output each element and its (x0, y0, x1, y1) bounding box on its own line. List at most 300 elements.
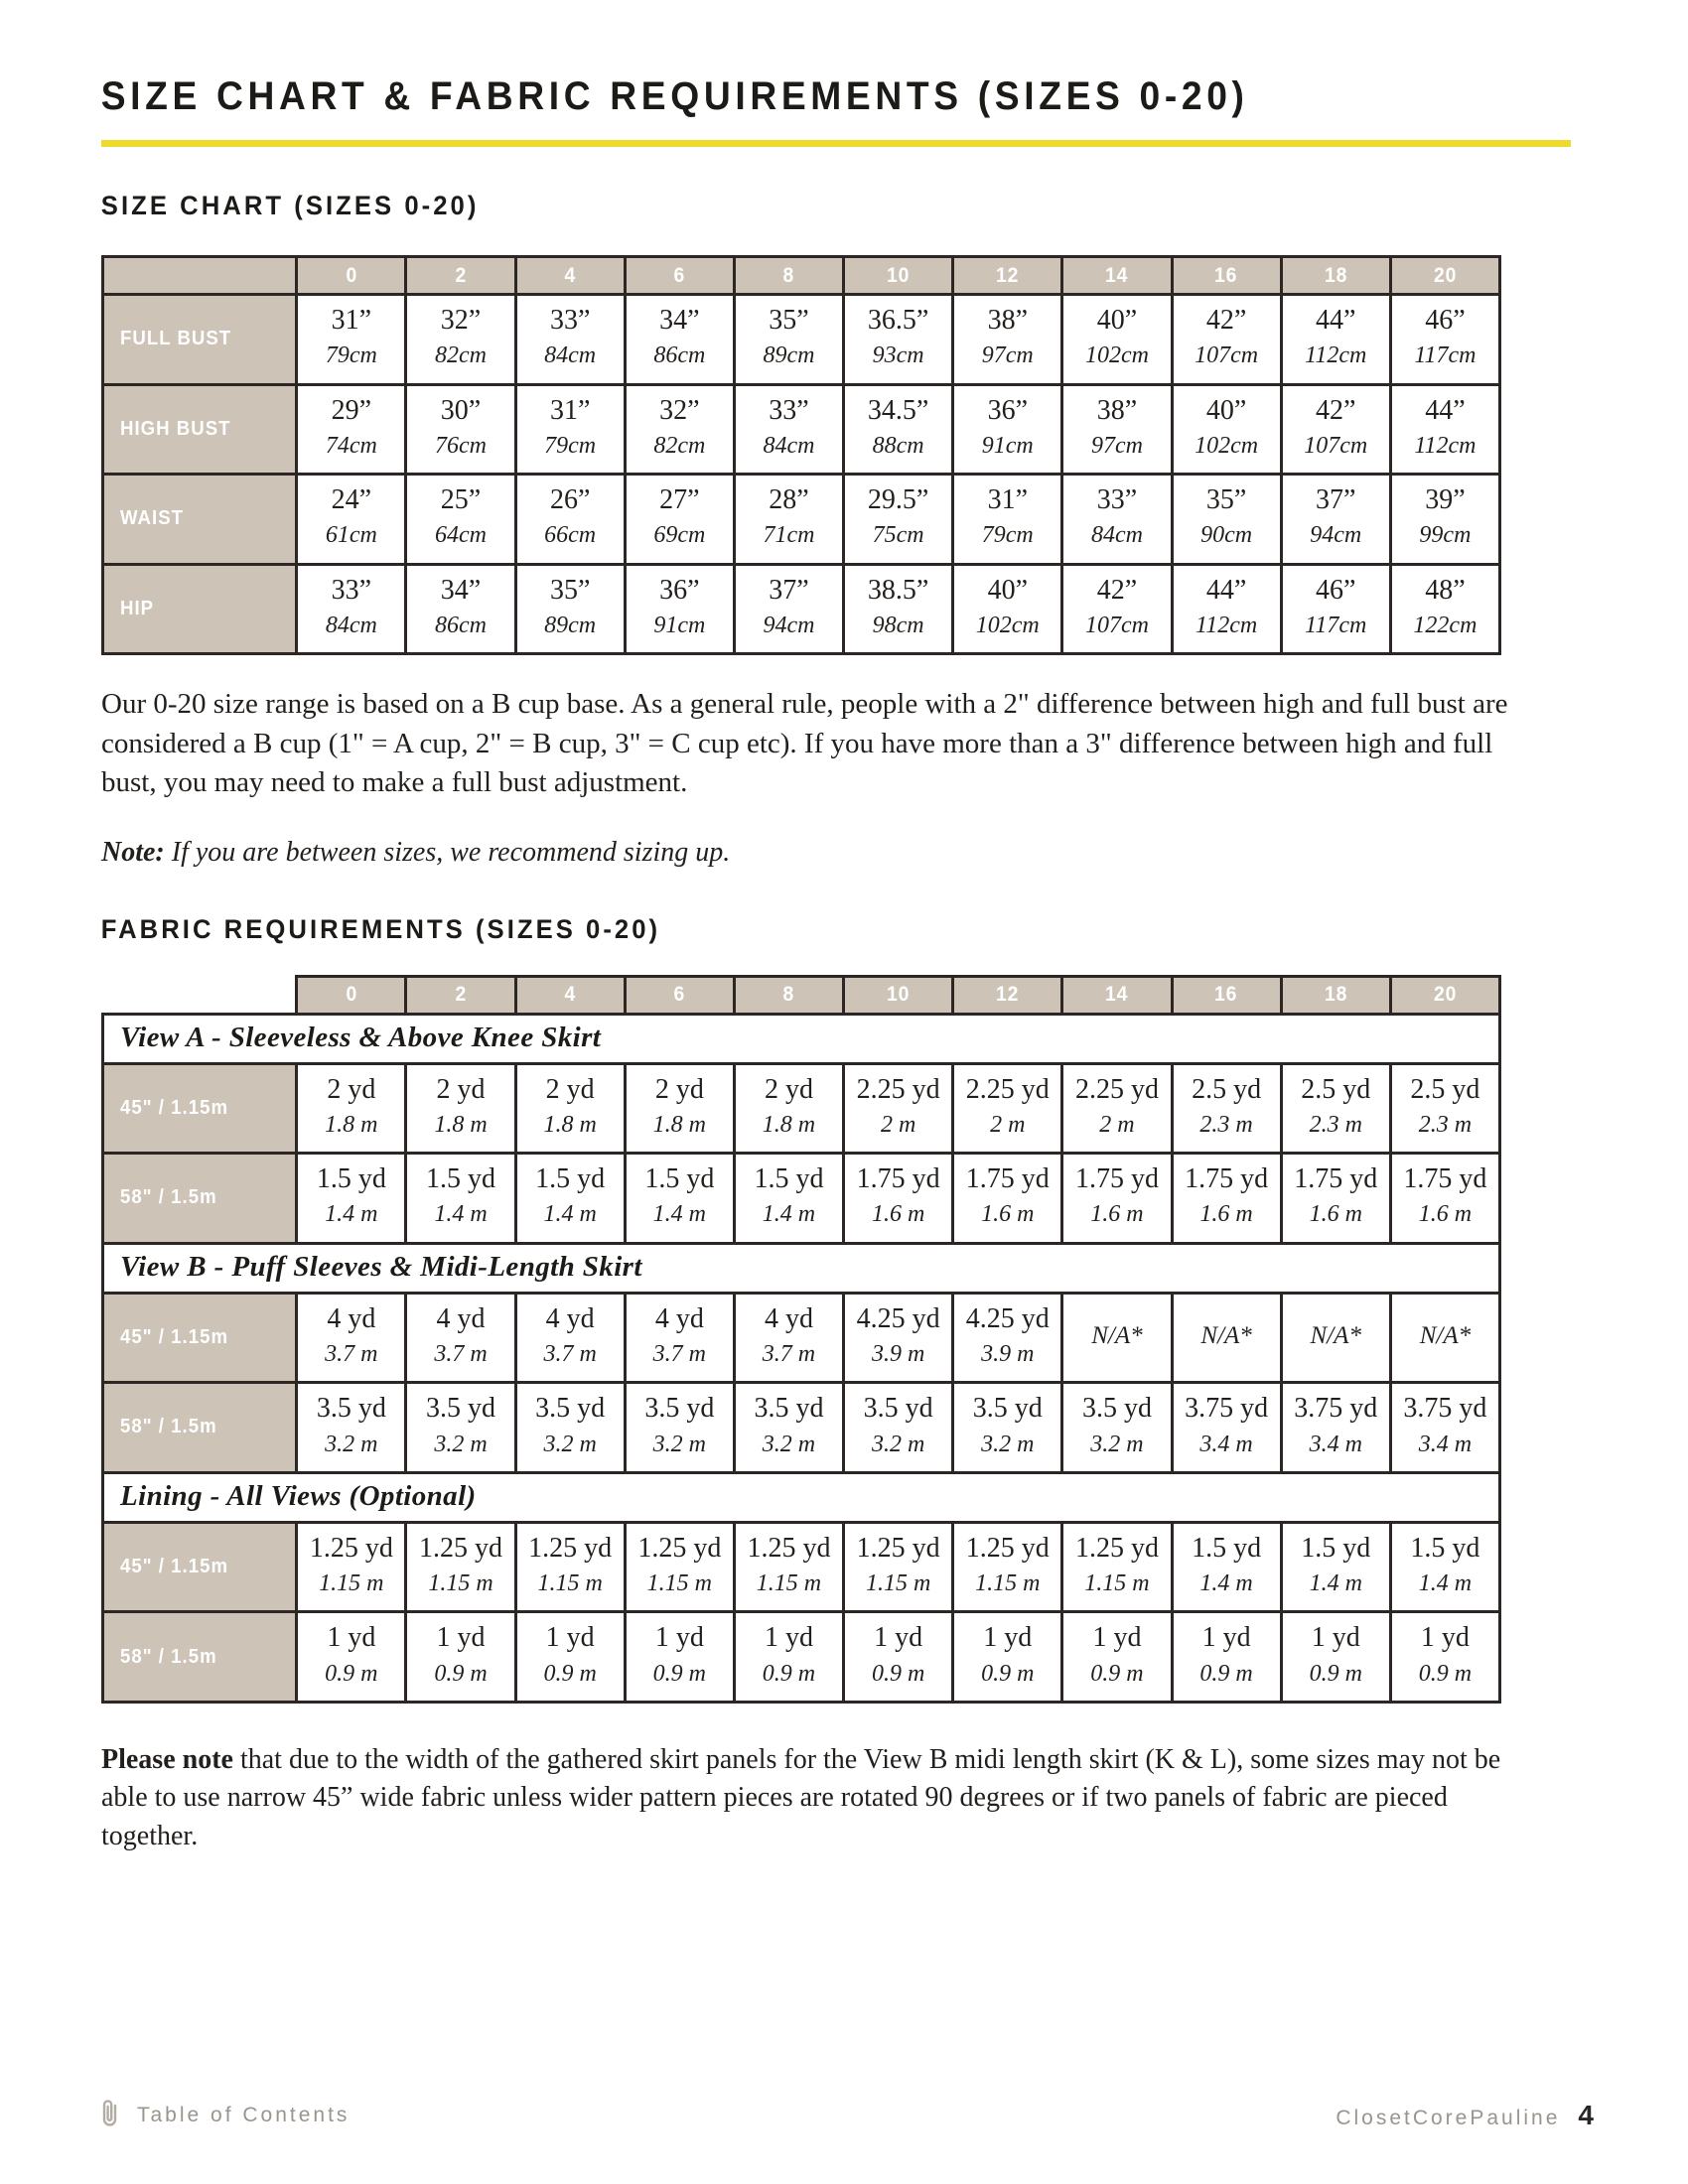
fabric-header-size-16 (1172, 976, 1281, 1014)
imperial-value: 1 yd (545, 1622, 595, 1654)
size-label: 18 (1324, 263, 1347, 287)
size-label: 0 (346, 263, 357, 287)
imperial-value: 1 yd (874, 1622, 923, 1654)
fabric-corner-cell (103, 976, 297, 1014)
measurement-cell (1172, 384, 1281, 475)
imperial-value: 4 yd (436, 1302, 486, 1334)
note-label: Note: (101, 836, 165, 868)
imperial-value: 2 yd (764, 1073, 813, 1105)
metric-value: 1.15 m (428, 1570, 493, 1597)
metric-value: 1.8 m (543, 1111, 597, 1138)
yardage-cell (1281, 1612, 1390, 1703)
yardage-cell (1172, 1383, 1281, 1473)
metric-value: 3.7 m (543, 1340, 597, 1367)
measurement-cell (734, 475, 843, 565)
imperial-value: 32” (440, 305, 482, 336)
metric-value: 76cm (435, 432, 487, 459)
metric-value: 3.2 m (652, 1431, 706, 1457)
imperial-value: 39” (1425, 484, 1466, 516)
measurement-cell (1390, 475, 1499, 565)
metric-value: 1.4 m (1199, 1570, 1253, 1597)
imperial-value: 40” (1096, 305, 1138, 336)
row-label-text: 58" / 1.5m (120, 1645, 217, 1668)
metric-value: 2 m (990, 1111, 1026, 1138)
imperial-value: 33” (1096, 484, 1138, 516)
imperial-value: 3.5 yd (535, 1393, 606, 1425)
size-label: 18 (1324, 983, 1347, 1006)
imperial-value: 3.5 yd (316, 1393, 386, 1425)
metric-value: 107cm (1084, 613, 1149, 638)
imperial-value: 1.5 yd (754, 1163, 824, 1195)
size-chart-paragraph: Our 0-20 size range is based on a B cup base. As a general rule, people with a 2" difference between high and full bust are considered a B cup (1" = A cup, 2" = B cup, 3" = C cup etc). If you have more than a 3" difference between high and full bust, you may need to make a full bust adjustment. (101, 688, 1508, 799)
imperial-value: 28” (769, 484, 809, 516)
imperial-value: 44” (1316, 305, 1356, 336)
yardage-cell (625, 1383, 734, 1473)
size-label: 4 (564, 983, 576, 1006)
table-row (103, 1522, 1500, 1612)
fabric-width-row-label (103, 1063, 297, 1154)
fabric-section-header-row (103, 1472, 1500, 1522)
imperial-value: 30” (440, 394, 482, 426)
yardage-cell (844, 1612, 953, 1703)
metric-value: 0.9 m (543, 1660, 597, 1687)
yardage-cell (406, 1522, 515, 1612)
yardage-cell (1062, 1522, 1172, 1612)
metric-value: 0.9 m (1199, 1660, 1253, 1687)
imperial-value: 2.25 yd (1074, 1073, 1159, 1105)
row-label-text: WAIST (120, 507, 185, 530)
imperial-value: 3.5 yd (972, 1393, 1043, 1425)
metric-value: 98cm (872, 613, 924, 638)
metric-value: 1.4 m (434, 1201, 488, 1228)
metric-value: 86cm (435, 613, 487, 638)
yardage-cell (1062, 1383, 1172, 1473)
size-label: 4 (564, 263, 576, 287)
imperial-value: 34.5” (867, 394, 929, 426)
measurement-cell (297, 295, 406, 385)
yardage-cell (297, 1293, 406, 1383)
measurement-cell (1281, 384, 1390, 475)
imperial-value: 1.5 yd (535, 1163, 606, 1195)
imperial-value: 1.75 yd (1403, 1163, 1487, 1195)
imperial-value: 29.5” (867, 484, 929, 516)
measurement-cell (625, 384, 734, 475)
size-label: 0 (346, 983, 357, 1006)
fabric-width-row-label (103, 1612, 297, 1703)
imperial-value: 1.25 yd (637, 1532, 722, 1564)
measurement-cell (406, 295, 515, 385)
size-label: 20 (1433, 263, 1458, 287)
measurement-cell (953, 475, 1062, 565)
yardage-cell (297, 1522, 406, 1612)
yardage-cell (1172, 1154, 1281, 1244)
imperial-value: 36” (987, 394, 1028, 426)
page-title: SIZE CHART & FABRIC REQUIREMENTS (SIZES 0-20) (100, 74, 1249, 118)
yardage-cell (953, 1383, 1062, 1473)
yardage-cell (515, 1383, 625, 1473)
yardage-cell (1172, 1612, 1281, 1703)
yardage-cell (297, 1383, 406, 1473)
metric-value: 84cm (544, 342, 597, 369)
fabric-section-title: Lining - All Views (Optional) (103, 1472, 1500, 1522)
fabric-section-header-row (103, 1243, 1500, 1293)
size-chart-corner-cell (103, 257, 297, 295)
metric-value: 3.2 m (981, 1431, 1035, 1457)
imperial-value: 4.25 yd (965, 1302, 1050, 1334)
imperial-value: 1.75 yd (1294, 1163, 1378, 1195)
fabric-header-size-4 (515, 976, 625, 1014)
imperial-value: 46” (1425, 305, 1466, 336)
imperial-value: 1.5 yd (1301, 1532, 1371, 1564)
row-label-text: 45" / 1.15m (120, 1555, 229, 1577)
metric-value: 1.15 m (537, 1570, 603, 1597)
fabric-section-title: View B - Puff Sleeves & Midi-Length Skirt (103, 1243, 1500, 1293)
imperial-value: 38” (987, 305, 1028, 336)
size-chart-header-size-10 (844, 257, 953, 295)
fabric-width-row-label (103, 1293, 297, 1383)
imperial-value: 1.25 yd (528, 1532, 613, 1564)
metric-value: 3.7 m (652, 1340, 706, 1367)
metric-value: 84cm (325, 613, 377, 638)
yardage-cell (1390, 1154, 1499, 1244)
yardage-cell (406, 1063, 515, 1154)
measurement-cell (515, 475, 625, 565)
imperial-value: 4.25 yd (856, 1302, 940, 1334)
size-label: 10 (886, 983, 911, 1006)
imperial-value: 1.25 yd (1074, 1532, 1159, 1564)
imperial-value: 2.25 yd (965, 1073, 1050, 1105)
imperial-value: 1.25 yd (419, 1532, 502, 1564)
imperial-value: 31” (987, 484, 1028, 516)
not-available-value: N/A* (1310, 1322, 1361, 1350)
imperial-value: 3.5 yd (863, 1393, 933, 1425)
measurement-cell (1281, 295, 1390, 385)
imperial-value: 26” (549, 484, 591, 516)
metric-value: 91cm (981, 432, 1034, 459)
imperial-value: 1.5 yd (644, 1163, 715, 1195)
imperial-value: 1 yd (1311, 1622, 1360, 1654)
yardage-cell (844, 1293, 953, 1383)
metric-value: 117cm (1305, 613, 1367, 638)
not-available-value: N/A* (1419, 1322, 1472, 1350)
title-underline-rule (101, 140, 1571, 147)
measurement-cell (406, 384, 515, 475)
measurement-cell (406, 564, 515, 654)
please-note-label: Please note (101, 1743, 233, 1775)
imperial-value: 4 yd (654, 1302, 704, 1334)
size-chart-header-size-20 (1390, 257, 1499, 295)
yardage-cell (625, 1154, 734, 1244)
yardage-cell (1062, 1154, 1172, 1244)
imperial-value: 3.5 yd (426, 1393, 495, 1425)
imperial-value: 34” (440, 574, 482, 606)
yardage-cell (734, 1383, 843, 1473)
row-label-text: HIGH BUST (120, 417, 231, 440)
metric-value: 79cm (325, 342, 377, 369)
imperial-value: 44” (1425, 394, 1466, 426)
fabric-header-row (103, 976, 1500, 1014)
metric-value: 1.4 m (1418, 1570, 1473, 1597)
size-label: 8 (782, 263, 795, 287)
imperial-value: 1.25 yd (309, 1532, 393, 1564)
imperial-value: 2.5 yd (1410, 1073, 1480, 1105)
imperial-value: 44” (1205, 574, 1247, 606)
metric-value: 1.4 m (1309, 1570, 1362, 1597)
table-row (103, 475, 1500, 565)
imperial-value: 3.75 yd (1185, 1393, 1269, 1425)
imperial-value: 48” (1425, 574, 1466, 606)
metric-value: 1.15 m (1084, 1570, 1150, 1597)
measurement-cell (515, 564, 625, 654)
metric-value: 2 m (880, 1111, 916, 1138)
metric-value: 1.4 m (652, 1201, 706, 1228)
yardage-cell (1390, 1063, 1499, 1154)
imperial-value: 1.25 yd (965, 1532, 1050, 1564)
imperial-value: 1.75 yd (965, 1163, 1050, 1195)
fabric-header-size-14 (1062, 976, 1172, 1014)
yardage-cell (1281, 1522, 1390, 1612)
metric-value: 3.4 m (1418, 1431, 1473, 1457)
yardage-cell (953, 1063, 1062, 1154)
imperial-value: 3.5 yd (754, 1393, 824, 1425)
metric-value: 1.4 m (762, 1201, 816, 1228)
yardage-cell (1390, 1612, 1499, 1703)
size-label: 8 (782, 983, 795, 1006)
size-chart-header-size-4 (515, 257, 625, 295)
metric-value: 3.9 m (981, 1340, 1035, 1367)
size-chart-note (101, 837, 1594, 869)
metric-value: 107cm (1195, 342, 1259, 369)
fabric-width-row-label (103, 1154, 297, 1244)
imperial-value: 4 yd (545, 1302, 595, 1334)
metric-value: 66cm (544, 522, 597, 549)
measurement-cell (844, 475, 953, 565)
imperial-value: 27” (659, 484, 700, 516)
metric-value: 1.6 m (1418, 1201, 1473, 1228)
yardage-cell (625, 1063, 734, 1154)
row-label-text: 45" / 1.15m (120, 1325, 229, 1348)
measurement-cell (1390, 295, 1499, 385)
fabric-header-size-2 (406, 976, 515, 1014)
imperial-value: 33” (549, 305, 591, 336)
metric-value: 1.6 m (1090, 1201, 1144, 1228)
metric-value: 112cm (1305, 342, 1367, 369)
imperial-value: 1.75 yd (1074, 1163, 1159, 1195)
metric-value: 3.9 m (871, 1340, 925, 1367)
yardage-cell (1281, 1293, 1390, 1383)
row-label-text: HIP (120, 597, 155, 619)
yardage-cell (734, 1612, 843, 1703)
yardage-cell (1062, 1063, 1172, 1154)
imperial-value: 36.5” (867, 305, 929, 336)
metric-value: 1.4 m (543, 1201, 597, 1228)
row-label-text: 58" / 1.5m (120, 1416, 217, 1438)
measurement-cell (1172, 564, 1281, 654)
imperial-value: 1.25 yd (747, 1532, 831, 1564)
metric-value: 3.7 m (762, 1340, 816, 1367)
imperial-value: 4 yd (327, 1302, 376, 1334)
size-chart-row-label (103, 564, 297, 654)
measurement-cell (297, 384, 406, 475)
fabric-header-size-0 (297, 976, 406, 1014)
metric-value: 0.9 m (1418, 1660, 1473, 1687)
row-label-text: 45" / 1.15m (120, 1096, 229, 1119)
size-chart-row-label (103, 295, 297, 385)
measurement-cell (1062, 384, 1172, 475)
imperial-value: 42” (1316, 394, 1356, 426)
table-of-contents-label: Table of Contents (137, 2103, 351, 2126)
measurement-cell (734, 564, 843, 654)
measurement-cell (1062, 475, 1172, 565)
yardage-cell (1390, 1293, 1499, 1383)
measurement-cell (1172, 475, 1281, 565)
measurement-cell (844, 295, 953, 385)
metric-value: 3.7 m (434, 1340, 488, 1367)
imperial-value: 2 yd (654, 1073, 704, 1105)
measurement-cell (953, 384, 1062, 475)
metric-value: 122cm (1413, 613, 1477, 638)
yardage-cell (406, 1154, 515, 1244)
size-label: 16 (1214, 983, 1238, 1006)
imperial-value: 1.5 yd (1192, 1532, 1262, 1564)
imperial-value: 37” (1316, 484, 1356, 516)
size-chart-header-size-14 (1062, 257, 1172, 295)
yardage-cell (515, 1293, 625, 1383)
measurement-cell (844, 384, 953, 475)
size-chart-header-size-18 (1281, 257, 1390, 295)
yardage-cell (844, 1154, 953, 1244)
size-label: 6 (673, 263, 686, 287)
imperial-value: 3.5 yd (1081, 1393, 1152, 1425)
metric-value: 0.9 m (325, 1660, 378, 1687)
metric-value: 102cm (975, 613, 1040, 638)
size-chart-header-size-6 (625, 257, 734, 295)
imperial-value: 35” (769, 305, 809, 336)
metric-value: 1.8 m (762, 1111, 816, 1138)
size-chart-row-label (103, 384, 297, 475)
row-label-text: 58" / 1.5m (120, 1186, 217, 1209)
imperial-value: 2 yd (545, 1073, 595, 1105)
metric-value: 102cm (1084, 342, 1149, 369)
size-label: 2 (455, 983, 467, 1006)
size-chart-header-size-2 (406, 257, 515, 295)
measurement-cell (734, 384, 843, 475)
imperial-value: 1 yd (1420, 1622, 1470, 1654)
metric-value: 2.3 m (1199, 1111, 1253, 1138)
imperial-value: 3.75 yd (1403, 1393, 1487, 1425)
fabric-header-size-6 (625, 976, 734, 1014)
metric-value: 3.7 m (325, 1340, 378, 1367)
metric-value: 1.15 m (975, 1570, 1041, 1597)
imperial-value: 25” (440, 484, 482, 516)
fabric-header-size-12 (953, 976, 1062, 1014)
yardage-cell (625, 1522, 734, 1612)
metric-value: 1.8 m (325, 1111, 378, 1138)
measurement-cell (953, 295, 1062, 385)
metric-value: 64cm (435, 522, 487, 549)
metric-value: 3.2 m (434, 1431, 488, 1457)
yardage-cell (297, 1063, 406, 1154)
fabric-requirements-heading: FABRIC REQUIREMENTS (SIZES 0-20) (100, 913, 661, 944)
metric-value: 1.6 m (981, 1201, 1035, 1228)
yardage-cell (953, 1612, 1062, 1703)
imperial-value: 4 yd (764, 1302, 813, 1334)
yardage-cell (297, 1154, 406, 1244)
imperial-value: 1 yd (436, 1622, 486, 1654)
metric-value: 102cm (1195, 432, 1259, 459)
metric-value: 0.9 m (652, 1660, 706, 1687)
yardage-cell (406, 1612, 515, 1703)
size-label: 16 (1214, 263, 1238, 287)
measurement-cell (515, 295, 625, 385)
paperclip-icon (97, 2098, 123, 2132)
fabric-section-header-row (103, 1014, 1500, 1063)
yardage-cell (1062, 1293, 1172, 1383)
table-of-contents-link[interactable] (97, 2098, 350, 2132)
yardage-cell (515, 1154, 625, 1244)
size-label: 2 (455, 263, 467, 287)
metric-value: 107cm (1304, 432, 1368, 459)
size-label: 14 (1105, 263, 1129, 287)
measurement-cell (625, 295, 734, 385)
measurement-cell (1390, 564, 1499, 654)
metric-value: 82cm (653, 432, 706, 459)
imperial-value: 1.25 yd (856, 1532, 940, 1564)
metric-value: 93cm (872, 342, 924, 369)
imperial-value: 38.5” (867, 574, 929, 606)
imperial-value: 35” (1205, 484, 1247, 516)
imperial-value: 32” (659, 394, 700, 426)
metric-value: 0.9 m (1309, 1660, 1362, 1687)
metric-value: 0.9 m (1090, 1660, 1144, 1687)
yardage-cell (1172, 1063, 1281, 1154)
page-number: 4 (1578, 2099, 1594, 2130)
measurement-cell (1390, 384, 1499, 475)
metric-value: 1.8 m (652, 1111, 706, 1138)
yardage-cell (515, 1612, 625, 1703)
yardage-cell (297, 1612, 406, 1703)
yardage-cell (1172, 1522, 1281, 1612)
page-footer (97, 2098, 1594, 2132)
fabric-width-row-label (103, 1383, 297, 1473)
yardage-cell (844, 1522, 953, 1612)
measurement-cell (625, 564, 734, 654)
measurement-cell (953, 564, 1062, 654)
imperial-value: 33” (331, 574, 372, 606)
size-chart-header-size-12 (953, 257, 1062, 295)
imperial-value: 1 yd (764, 1622, 813, 1654)
table-row (103, 564, 1500, 654)
metric-value: 97cm (981, 342, 1034, 369)
fabric-header-size-8 (734, 976, 843, 1014)
metric-value: 112cm (1195, 613, 1258, 638)
measurement-cell (1062, 564, 1172, 654)
metric-value: 88cm (872, 432, 924, 459)
imperial-value: 42” (1205, 305, 1247, 336)
row-label-text: FULL BUST (120, 328, 232, 350)
size-chart-header-size-0 (297, 257, 406, 295)
metric-value: 82cm (435, 342, 487, 369)
imperial-value: 33” (769, 394, 809, 426)
imperial-value: 31” (331, 305, 372, 336)
imperial-value: 2.5 yd (1301, 1073, 1371, 1105)
yardage-cell (1281, 1063, 1390, 1154)
metric-value: 0.9 m (762, 1660, 816, 1687)
not-available-value: N/A* (1200, 1322, 1252, 1350)
metric-value: 2 m (1099, 1111, 1135, 1138)
table-row (103, 1383, 1500, 1473)
imperial-value: 1.75 yd (856, 1163, 940, 1195)
